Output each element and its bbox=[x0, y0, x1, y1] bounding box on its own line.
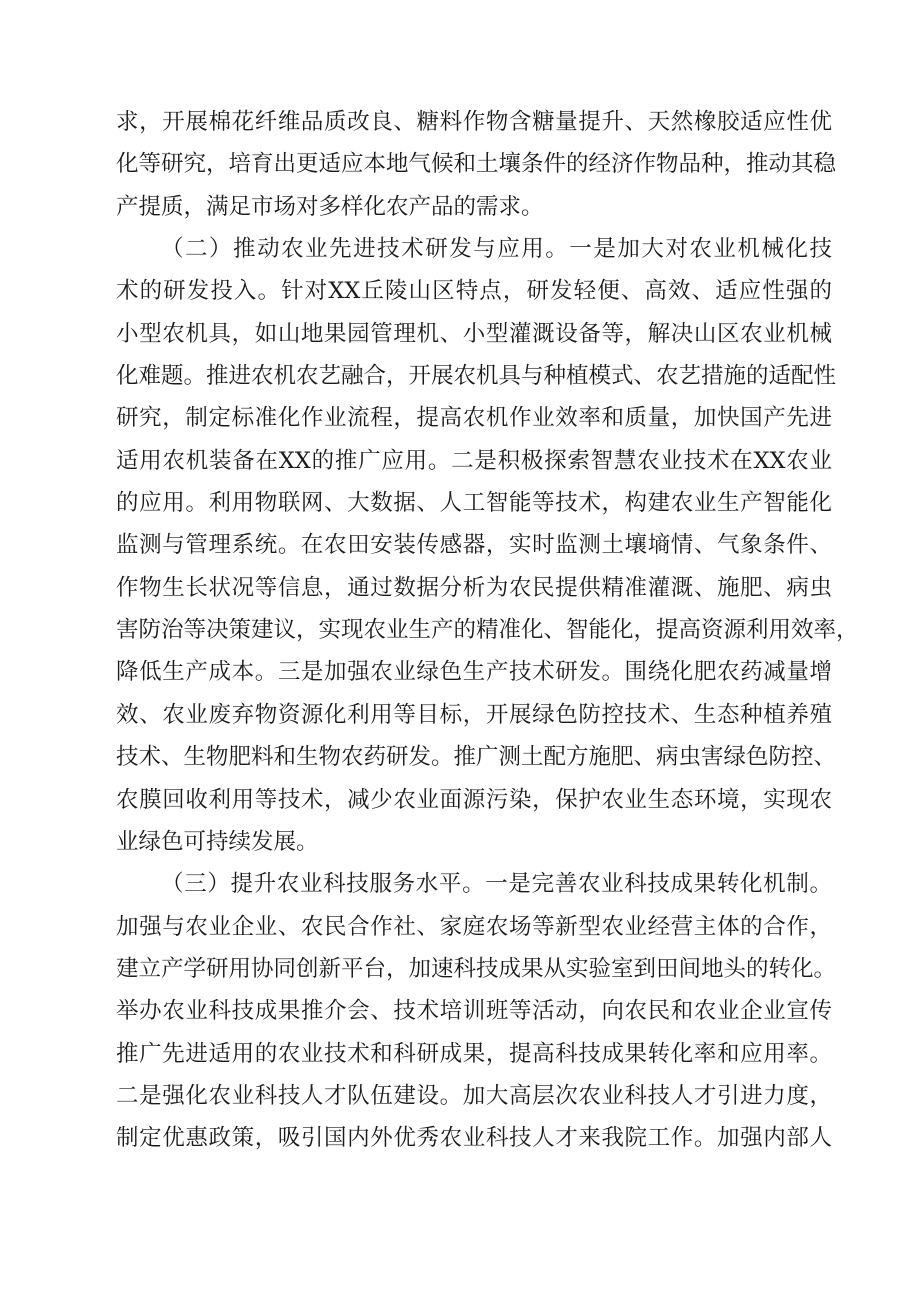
text-line: 适用农机装备在XX的推广应用。二是积极探索智慧农业技术在XX农业 bbox=[116, 447, 832, 474]
section-heading-line: （二）推动农业先进技术研发与应用。一是加大对农业机械化技 bbox=[161, 236, 832, 263]
text-line: 农膜回收利用等技术，减少农业面源污染，保护农业生态环境，实现农 bbox=[116, 786, 832, 813]
text-line: 的应用。利用物联网、大数据、人工智能等技术，构建农业生产智能化 bbox=[116, 490, 832, 517]
section-heading-line: （三）提升农业科技服务水平。一是完善农业科技成果转化机制。 bbox=[161, 871, 832, 898]
text-line: 监测与管理系统。在农田安装传感器，实时监测土壤墒情、气象条件、 bbox=[116, 532, 832, 559]
text-line: 研究，制定标准化作业流程，提高农机作业效率和质量，加快国产先进 bbox=[116, 405, 832, 432]
body-text bbox=[116, 101, 859, 1160]
text-line: 产提质，满足市场对多样化农产品的需求。 bbox=[116, 193, 544, 220]
text-line: 举办农业科技成果推介会、技术培训班等活动，向农民和农业企业宣传 bbox=[116, 998, 832, 1025]
text-line: 小型农机具，如山地果园管理机、小型灌溉设备等，解决山区农业机械 bbox=[116, 320, 832, 347]
text-line: 加强与农业企业、农民合作社、家庭农场等新型农业经营主体的合作， bbox=[116, 913, 832, 940]
text-line: 业绿色可持续发展。 bbox=[116, 828, 319, 855]
text-line: 二是强化农业科技人才队伍建设。加大高层次农业科技人才引进力度， bbox=[116, 1082, 832, 1109]
text-line: 术的研发投入。针对XX丘陵山区特点，研发轻便、高效、适应性强的 bbox=[116, 278, 832, 305]
text-line: 效、农业废弃物资源化利用等目标，开展绿色防控技术、生态种植养殖 bbox=[116, 701, 832, 728]
text-line: 制定优惠政策，吸引国内外优秀农业科技人才来我院工作。加强内部人 bbox=[116, 1125, 832, 1152]
text-line: 化难题。推进农机农艺融合，开展农机具与种植模式、农艺措施的适配性 bbox=[116, 363, 837, 390]
text-line: 求，开展棉花纤维品质改良、糖料作物含糖量提升、天然橡胶适应性优 bbox=[116, 109, 832, 135]
text-line: 建立产学研用协同创新平台，加速科技成果从实验室到田间地头的转化。 bbox=[116, 955, 837, 982]
text-line: 推广先进适用的农业技术和科研成果，提高科技成果转化率和应用率。 bbox=[116, 1040, 832, 1067]
text-line: 害防治等决策建议，实现农业生产的精准化、智能化，提高资源利用效率， bbox=[116, 617, 859, 644]
text-line: 技术、生物肥料和生物农药研发。推广测土配方施肥、病虫害绿色防控、 bbox=[116, 744, 837, 771]
text-line: 降低生产成本。三是加强农业绿色生产技术研发。围绕化肥农药减量增 bbox=[116, 659, 832, 686]
text-line: 化等研究，培育出更适应本地气候和土壤条件的经济作物品种，推动其稳 bbox=[116, 151, 837, 178]
text-line: 作物生长状况等信息，通过数据分析为农民提供精准灌溉、施肥、病虫 bbox=[116, 574, 832, 601]
